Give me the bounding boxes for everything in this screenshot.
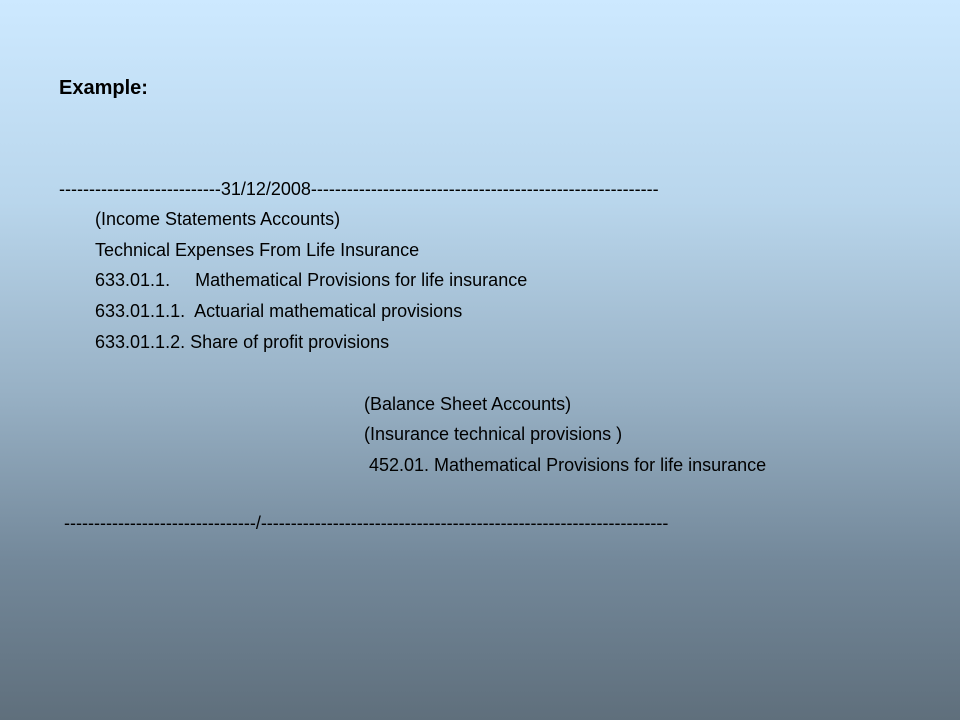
journal-entry-header: ---------------------------31/12/2008---------------------------------------------------------- [59, 179, 659, 199]
slide-title: Example: [59, 77, 148, 99]
credit-category: (Insurance technical provisions ) [364, 424, 623, 444]
debit-account-line: 633.01.1.1. Actuarial mathematical provisions [95, 301, 463, 321]
debit-section-heading: (Income Statements Accounts) [95, 209, 341, 229]
credit-account-line: 452.01. Mathematical Provisions for life insurance [364, 455, 767, 475]
debit-category: Technical Expenses From Life Insurance [95, 240, 420, 260]
debit-account-line: 633.01.1. Mathematical Provisions for life insurance [95, 270, 528, 290]
credit-section-heading: (Balance Sheet Accounts) [364, 394, 572, 414]
debit-account-line: 633.01.1.2. Share of profit provisions [95, 332, 390, 352]
journal-entry-footer: --------------------------------/-------------------------------------------------------------------- [59, 513, 669, 533]
